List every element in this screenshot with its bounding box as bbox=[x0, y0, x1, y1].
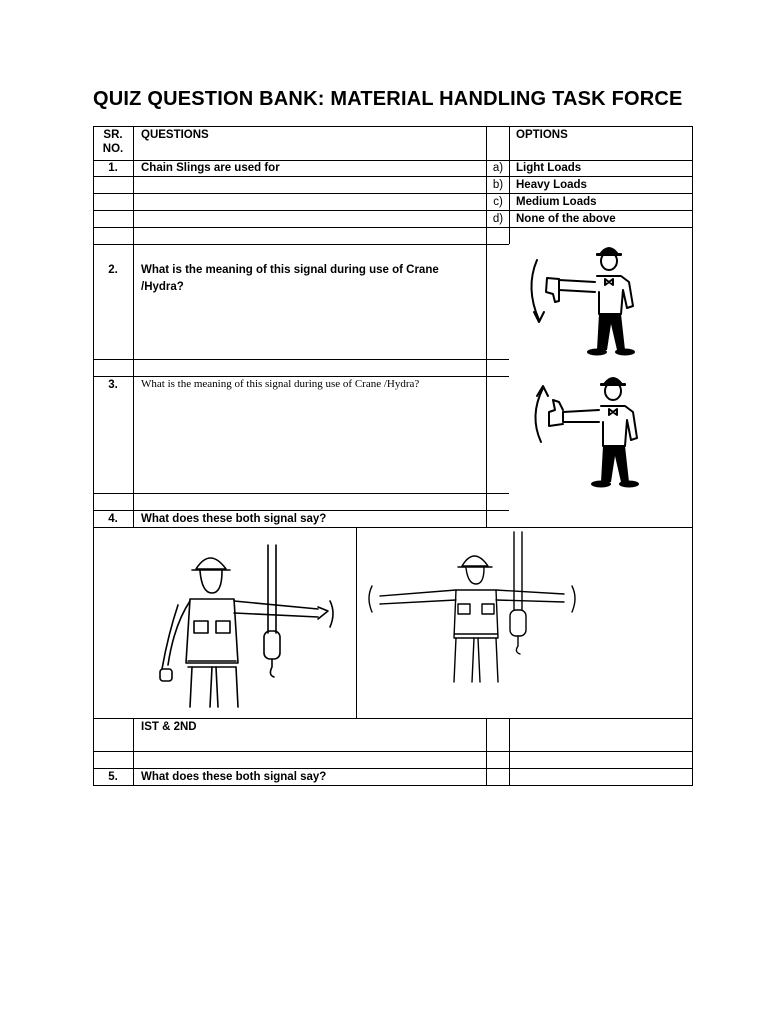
signal-lower-figure bbox=[515, 238, 685, 360]
table-border-top bbox=[93, 126, 693, 127]
header-options: OPTIONS bbox=[516, 129, 568, 141]
question-number: 4. bbox=[108, 513, 118, 525]
option-letter: d) bbox=[492, 213, 504, 225]
question-text: What is the meaning of this signal during use of Crane /Hydra? bbox=[141, 378, 420, 390]
col-line bbox=[486, 718, 487, 786]
table-border-bottom bbox=[93, 785, 693, 786]
signal-hoist-figure bbox=[515, 372, 685, 494]
option-text: Heavy Loads bbox=[516, 179, 587, 191]
row-line bbox=[93, 718, 693, 719]
question-text: What does these both signal say? bbox=[141, 771, 327, 783]
row-line bbox=[93, 751, 693, 752]
option-letter: c) bbox=[493, 196, 503, 208]
row-line bbox=[93, 176, 693, 177]
col-line bbox=[509, 718, 510, 786]
col-line bbox=[133, 718, 134, 786]
col-line bbox=[509, 126, 510, 244]
question-number: 5. bbox=[108, 771, 118, 783]
table-border-right bbox=[692, 126, 693, 786]
question-number: 3. bbox=[108, 379, 118, 391]
row-line bbox=[93, 768, 693, 769]
row-line bbox=[93, 359, 509, 360]
row-line bbox=[93, 244, 509, 245]
col-line bbox=[356, 527, 357, 718]
page-title: QUIZ QUESTION BANK: MATERIAL HANDLING TASK FORCE bbox=[93, 88, 683, 110]
option-text: Light Loads bbox=[516, 162, 582, 174]
option-letter: a) bbox=[492, 162, 504, 174]
header-questions: QUESTIONS bbox=[141, 129, 209, 141]
row-line bbox=[93, 527, 693, 528]
row-line bbox=[93, 510, 509, 511]
table-border-left bbox=[93, 126, 94, 786]
arrow-down-icon bbox=[531, 260, 539, 320]
option-text: None of the above bbox=[516, 213, 616, 225]
signal-figure-first bbox=[150, 535, 340, 710]
row-line bbox=[93, 210, 693, 211]
option-text: Medium Loads bbox=[516, 196, 597, 208]
answer-text: IST & 2ND bbox=[141, 721, 197, 733]
question-number: 1. bbox=[108, 162, 118, 174]
row-line bbox=[93, 493, 509, 494]
row-line bbox=[93, 227, 693, 228]
question-text: Chain Slings are used for bbox=[141, 162, 280, 174]
question-text: What does these both signal say? bbox=[141, 513, 327, 525]
question-number: 2. bbox=[108, 264, 118, 276]
signal-figure-second bbox=[364, 530, 580, 690]
col-line bbox=[133, 126, 134, 528]
header-sr-no: SR. NO. bbox=[102, 129, 124, 155]
row-line bbox=[93, 193, 693, 194]
question-text: What is the meaning of this signal during use of Crane /Hydra? bbox=[141, 264, 439, 293]
option-letter: b) bbox=[492, 179, 504, 191]
